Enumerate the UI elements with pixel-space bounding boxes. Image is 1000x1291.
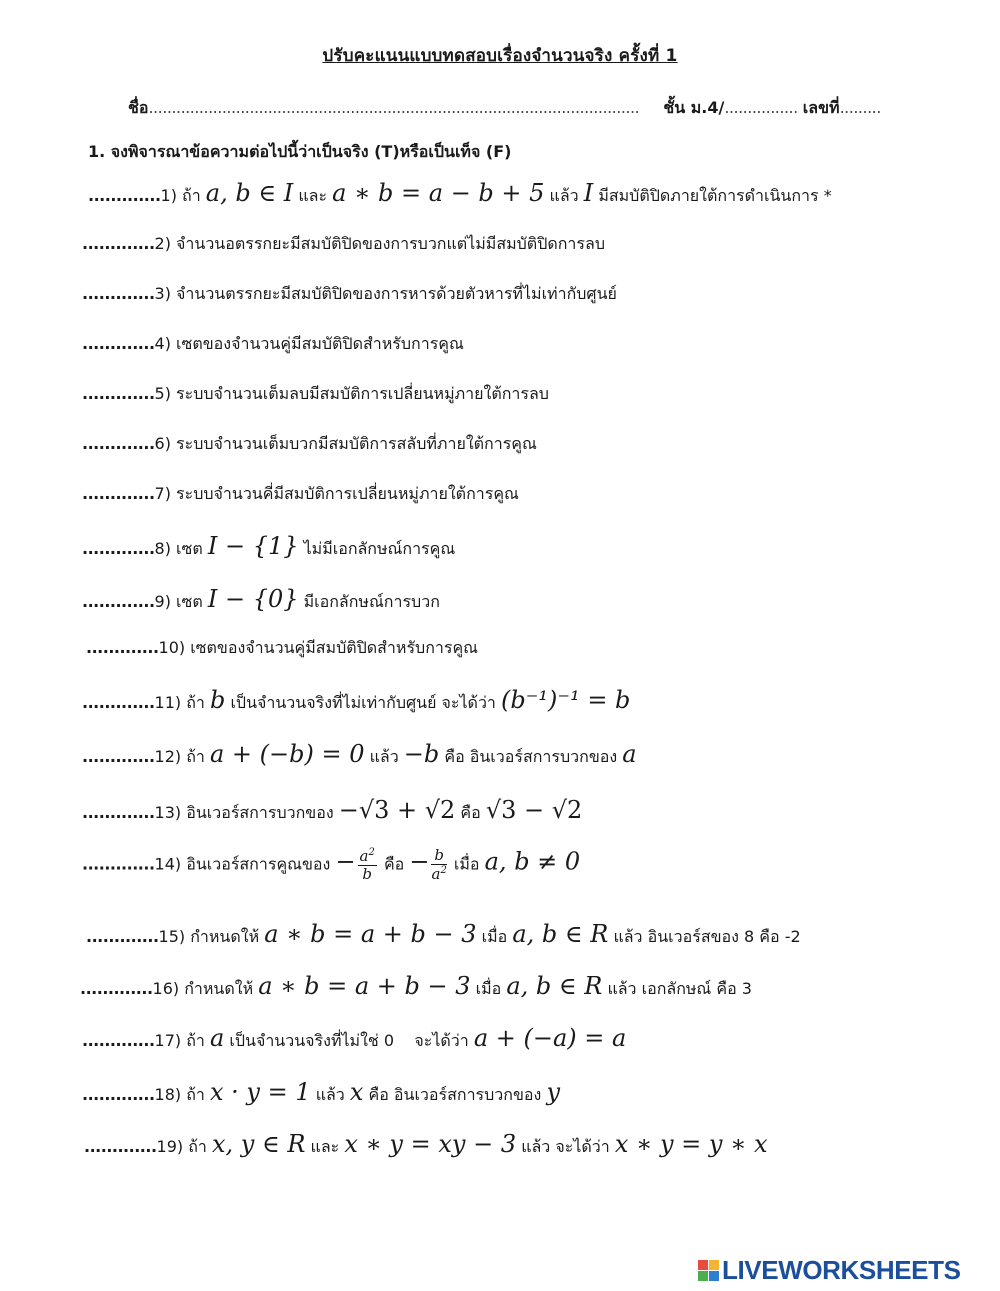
answer-blank[interactable]: .............: [82, 284, 155, 303]
math-expression: a, b ≠ 0: [484, 847, 581, 876]
question-16: [80, 974, 752, 998]
worksheet-title: ปรับคะแนนแบบทดสอบเรื่องจำนวนจริง ครั้งที่ 1: [322, 46, 678, 66]
math-expression: a ∗ b = a + b − 3: [258, 972, 471, 1000]
answer-blank[interactable]: .............: [82, 747, 155, 766]
question-number: 11) ถ้า: [154, 693, 205, 712]
question-9: [82, 587, 440, 611]
question-number: 16) กำหนดให้: [152, 979, 254, 998]
question-number: 13) อินเวอร์สการบวกของ: [154, 803, 334, 822]
question-3: [82, 286, 617, 302]
question-text: เป็นจำนวนจริงที่ไม่เท่ากับศูนย์ จะได้ว่า: [230, 693, 496, 712]
logo-blocks-icon: [698, 1260, 719, 1281]
student-info-row: [128, 96, 898, 121]
question-2: [82, 236, 605, 252]
question-text: แล้ว อินเวอร์สของ 8 คือ -2: [613, 927, 801, 946]
fraction-b-over-a2: [431, 848, 446, 882]
question-14: [82, 848, 580, 882]
fraction-numerator: a: [359, 847, 369, 865]
question-18: [82, 1080, 560, 1104]
question-text: แล้ว: [369, 747, 399, 766]
question-text: 6) ระบบจำนวนเต็มบวกมีสมบัติการสลับที่ภายใต้การคูณ: [154, 434, 537, 453]
question-text: แล้ว เอกลักษณ์ คือ 3: [607, 979, 752, 998]
fraction-denominator: a: [431, 865, 441, 883]
answer-blank[interactable]: .............: [82, 234, 155, 253]
math-expression: x, y ∈ R: [211, 1130, 306, 1158]
math-expression: a: [209, 1024, 225, 1052]
question-5: [82, 386, 549, 402]
math-expression: x ∗ y = xy − 3: [344, 1130, 517, 1158]
question-text: และ: [298, 186, 328, 205]
question-text: ไม่มีเอกลักษณ์การคูณ: [303, 539, 456, 558]
question-text: แล้ว: [315, 1085, 350, 1104]
question-number: 15) กำหนดให้: [158, 927, 260, 946]
question-text: คือ: [383, 854, 405, 874]
answer-blank[interactable]: .............: [82, 384, 155, 403]
question-11: [82, 688, 630, 712]
answer-blank[interactable]: .............: [82, 854, 155, 874]
name-label: ชื่อ: [128, 98, 149, 117]
question-10: [86, 640, 478, 656]
answer-blank[interactable]: .............: [82, 1031, 155, 1050]
question-number: 9) เซต: [154, 592, 203, 611]
question-text: เมื่อ: [453, 854, 480, 874]
class-field[interactable]: ................: [724, 98, 798, 117]
exponent: 2: [440, 865, 447, 876]
math-expression: a ∗ b = a − b + 5: [332, 179, 545, 207]
answer-blank[interactable]: .............: [86, 927, 159, 946]
answer-blank[interactable]: .............: [82, 539, 155, 558]
question-text: คือ อินเวอร์สการบวกของ: [368, 1085, 542, 1104]
question-text: เป็นจำนวนจริงที่ไม่ใช่ 0 จะได้ว่า: [229, 1031, 469, 1050]
math-expression: a: [622, 740, 637, 768]
math-expression: √3 − √2: [485, 796, 583, 824]
answer-blank[interactable]: .............: [86, 638, 159, 657]
question-number: 17) ถ้า: [154, 1031, 205, 1050]
logo-block: [709, 1260, 719, 1270]
math-expression: a ∗ b = a + b − 3: [264, 920, 477, 948]
answer-blank[interactable]: .............: [82, 592, 155, 611]
liveworksheets-logo: [698, 1253, 961, 1287]
logo-block: [698, 1271, 708, 1281]
question-text: มีสมบัติปิดภายใต้การดำเนินการ *: [598, 186, 832, 205]
math-expression: I: [583, 179, 594, 207]
math-expression: I − {0}: [207, 585, 299, 613]
logo-text: LIVEWORKSHEETS: [722, 1254, 961, 1285]
question-8: [82, 534, 455, 558]
math-expression: −b: [403, 740, 440, 768]
answer-blank[interactable]: .............: [82, 1085, 155, 1104]
question-text: แล้ว: [549, 186, 579, 205]
math-expression: x: [349, 1078, 364, 1106]
question-text: 5) ระบบจำนวนเต็มลบมีสมบัติการเปลี่ยนหมู่ภายใต้การลบ: [154, 384, 549, 403]
instruction-text: 1. จงพิจารณาข้อความต่อไปนี้ว่าเป็นจริง (T)หรือเป็นเท็จ (F): [88, 142, 512, 161]
math-expression: a, b ∈ R: [506, 972, 603, 1000]
exponent: 2: [368, 847, 375, 858]
question-text: 3) จำนวนตรรกยะมีสมบัติปิดของการหารด้วยตัวหารที่ไม่เท่ากับศูนย์: [154, 284, 617, 303]
logo-block: [709, 1271, 719, 1281]
math-expression: y: [546, 1078, 560, 1106]
question-12: [82, 742, 637, 766]
answer-blank[interactable]: .............: [82, 334, 155, 353]
question-number: 18) ถ้า: [154, 1085, 205, 1104]
math-expression: a + (−a) = a: [473, 1024, 627, 1052]
question-text: คือ: [460, 803, 481, 822]
question-text: 2) จำนวนอตรรกยะมีสมบัติปิดของการบวกแต่ไม่มีสมบัติปิดการลบ: [154, 234, 605, 253]
question-text: และ: [310, 1137, 340, 1156]
answer-blank[interactable]: .............: [88, 186, 161, 205]
question-text: มีเอกลักษณ์การบวก: [303, 592, 440, 611]
math-expression: b: [209, 686, 226, 714]
answer-blank[interactable]: .............: [82, 803, 155, 822]
fraction-numerator: b: [431, 848, 446, 865]
math-expression: a + (−b) = 0: [209, 740, 365, 768]
math-expression: −√3 + √2: [338, 796, 456, 824]
question-15: [86, 922, 801, 946]
number-label: เลขที่: [802, 98, 840, 117]
math-expression: (b⁻¹)⁻¹ = b: [501, 686, 631, 714]
minus-sign: −: [335, 847, 356, 876]
answer-blank[interactable]: .............: [82, 693, 155, 712]
fraction-a2-over-b: [358, 848, 377, 882]
question-text: เมื่อ: [481, 927, 508, 946]
question-text: แล้ว จะได้ว่า: [521, 1137, 610, 1156]
question-number: 8) เซต: [154, 539, 203, 558]
question-number: 19) ถ้า: [156, 1137, 207, 1156]
math-expression: x · y = 1: [209, 1078, 311, 1106]
question-number: 14) อินเวอร์สการคูณของ: [154, 854, 331, 874]
question-text: คือ อินเวอร์สการบวกของ: [444, 747, 618, 766]
question-number: 1) ถ้า: [160, 186, 201, 205]
class-label: ชั้น ม.4/: [663, 98, 725, 117]
answer-blank[interactable]: .............: [82, 484, 155, 503]
minus-sign: −: [409, 847, 430, 876]
question-19: [84, 1132, 768, 1156]
question-text: 7) ระบบจำนวนคี่มีสมบัติการเปลี่ยนหมู่ภายใต้การคูณ: [154, 484, 519, 503]
math-expression: a, b ∈ R: [512, 920, 609, 948]
fraction-denominator: b: [362, 865, 373, 883]
number-field[interactable]: .........: [839, 98, 881, 117]
question-4: [82, 336, 464, 352]
answer-blank[interactable]: .............: [84, 1137, 157, 1156]
answer-blank[interactable]: .............: [80, 979, 153, 998]
name-field[interactable]: ...........................................................................................................: [148, 98, 640, 117]
question-number: 12) ถ้า: [154, 747, 205, 766]
math-expression: a, b ∈ I: [205, 179, 294, 207]
logo-block: [698, 1260, 708, 1270]
question-text: 4) เซตของจำนวนคู่มีสมบัติปิดสำหรับการคูณ: [154, 334, 464, 353]
math-expression: x ∗ y = y ∗ x: [614, 1130, 768, 1158]
question-6: [82, 436, 537, 452]
question-13: [82, 798, 582, 822]
question-1: [88, 181, 832, 205]
answer-blank[interactable]: .............: [82, 434, 155, 453]
question-7: [82, 486, 519, 502]
math-expression: I − {1}: [207, 532, 299, 560]
question-text: เมื่อ: [475, 979, 502, 998]
question-text: 10) เซตของจำนวนคู่มีสมบัติปิดสำหรับการคูณ: [158, 638, 479, 657]
question-17: [82, 1026, 626, 1050]
